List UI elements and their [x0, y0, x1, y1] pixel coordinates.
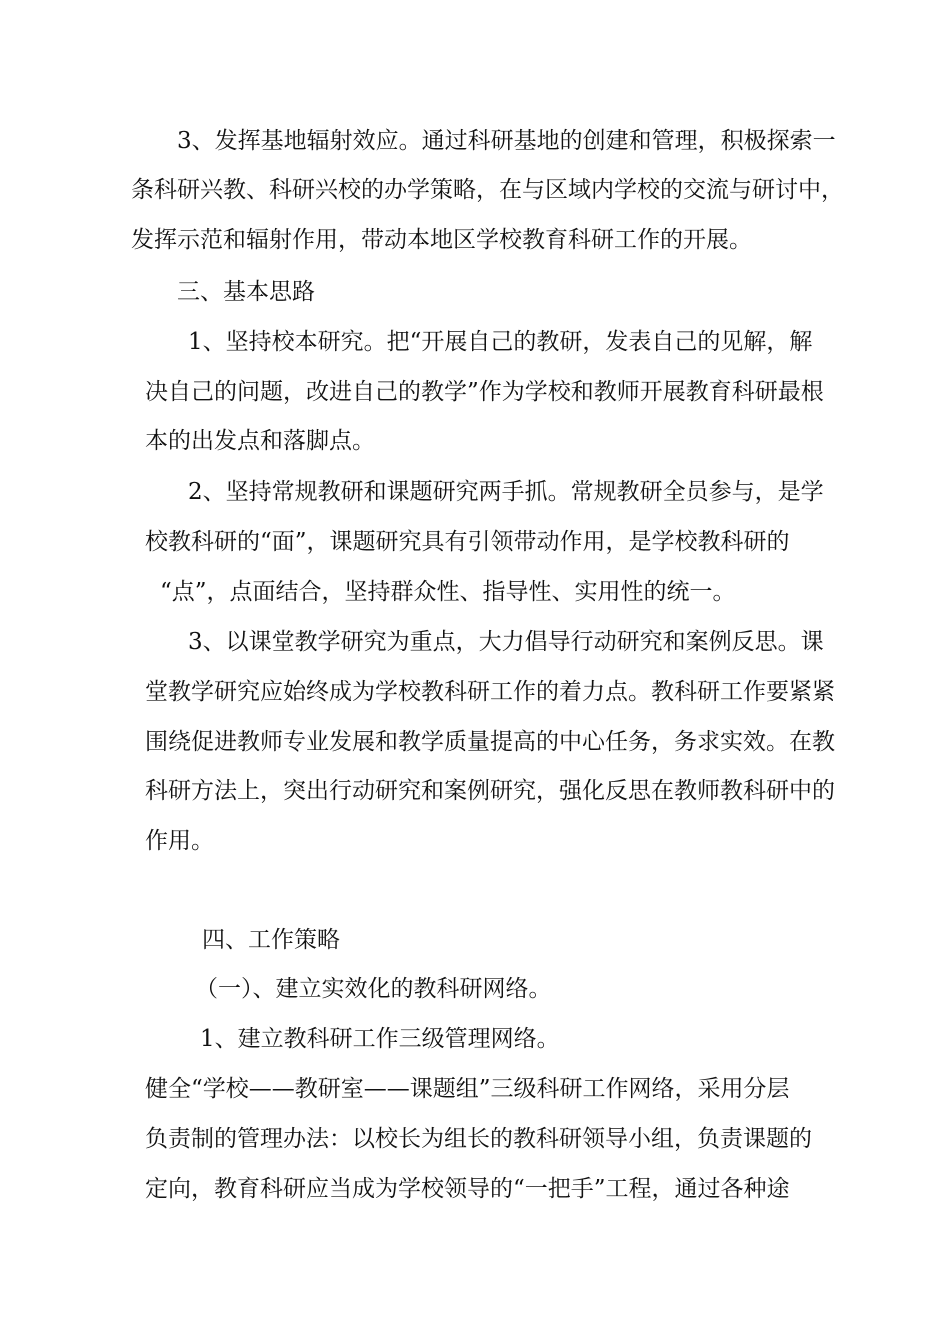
- paragraph-line: 1、建立教科研工作三级管理网络。: [200, 1026, 560, 1052]
- paragraph-line: 定向，教育科研应当成为学校领导的“一把手”工程，通过各种途: [145, 1176, 790, 1202]
- paragraph-line: 3、发挥基地辐射效应。通过科研基地的创建和管理，积极探索一: [177, 128, 836, 154]
- paragraph-line: 负责制的管理办法：以校长为组长的教科研领导小组，负责课题的: [145, 1126, 812, 1152]
- paragraph-line: 作用。: [145, 828, 214, 854]
- paragraph-line: 1、坚持校本研究。把“开展自己的教研，发表自己的见解，解: [188, 329, 813, 355]
- paragraph-line: 校教科研的“面”，课题研究具有引领带动作用，是学校教科研的: [145, 529, 790, 555]
- paragraph-line: 围绕促进教师专业发展和教学质量提高的中心任务，务求实效。在教: [145, 729, 835, 755]
- paragraph-line: 发挥示范和辐射作用，带动本地区学校教育科研工作的开展。: [131, 227, 752, 253]
- paragraph-line: “点”，点面结合，坚持群众性、指导性、实用性的统一。: [160, 579, 736, 605]
- section-heading: 三、基本思路: [177, 279, 315, 305]
- subsection-heading: （一）、建立实效化的教科研网络。: [195, 976, 552, 1002]
- paragraph-line: 2、坚持常规教研和课题研究两手抓。常规教研全员参与，是学: [188, 479, 824, 505]
- paragraph-line: 本的出发点和落脚点。: [145, 428, 375, 454]
- paragraph-line: 健全“学校——教研室——课题组”三级科研工作网络，采用分层: [145, 1076, 790, 1102]
- paragraph-line: 条科研兴教、科研兴校的办学策略，在与区域内学校的交流与研讨中，: [131, 177, 844, 203]
- paragraph-line: 3、以课堂教学研究为重点，大力倡导行动研究和案例反思。课: [188, 629, 824, 655]
- paragraph-line: 科研方法上，突出行动研究和案例研究，强化反思在教师教科研中的: [145, 778, 835, 804]
- paragraph-line: 堂教学研究应始终成为学校教科研工作的着力点。教科研工作要紧紧: [145, 679, 835, 705]
- paragraph-line: 决自己的问题，改进自己的教学”作为学校和教师开展教育科研最根: [145, 379, 824, 405]
- section-heading: 四、工作策略: [202, 927, 340, 953]
